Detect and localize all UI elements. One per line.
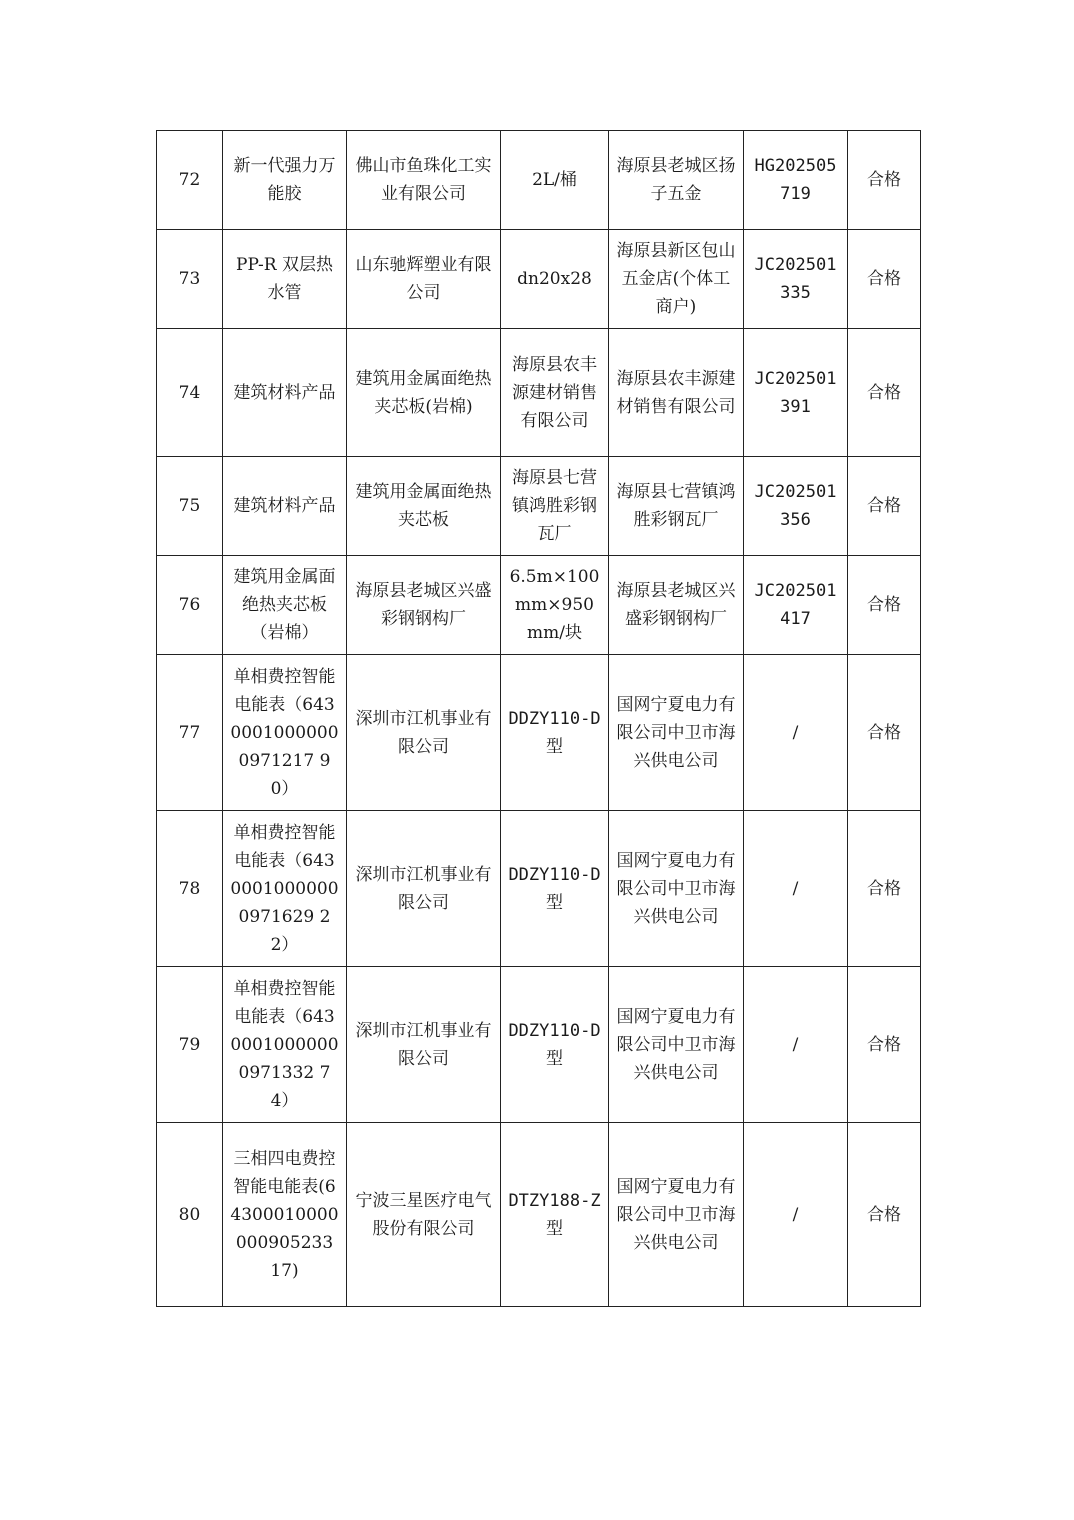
row-number: 78 xyxy=(157,811,223,967)
report-number: / xyxy=(744,811,848,967)
specification: DTZY188-Z型 xyxy=(501,1123,609,1307)
result: 合格 xyxy=(848,811,921,967)
specification: dn20x28 xyxy=(501,230,609,329)
report-number: JC202501335 xyxy=(744,230,848,329)
row-number: 75 xyxy=(157,457,223,556)
sampled-unit: 国网宁夏电力有限公司中卫市海兴供电公司 xyxy=(609,811,744,967)
table-row xyxy=(157,556,921,655)
product-name: 三相四电费控智能电能表(64300010000000905233 17) xyxy=(223,1123,347,1307)
result: 合格 xyxy=(848,329,921,457)
row-number: 76 xyxy=(157,556,223,655)
manufacturer: 建筑用金属面绝热夹芯板(岩棉) xyxy=(347,329,501,457)
result: 合格 xyxy=(848,967,921,1123)
report-number: HG202505719 xyxy=(744,131,848,230)
result: 合格 xyxy=(848,230,921,329)
inspection-results-table xyxy=(156,130,921,1307)
product-name: PP-R 双层热水管 xyxy=(223,230,347,329)
manufacturer: 宁波三星医疗电气股份有限公司 xyxy=(347,1123,501,1307)
table-row xyxy=(157,967,921,1123)
row-number: 73 xyxy=(157,230,223,329)
sampled-unit: 海原县老城区扬子五金 xyxy=(609,131,744,230)
sampled-unit: 海原县新区包山五金店(个体工商户) xyxy=(609,230,744,329)
manufacturer: 建筑用金属面绝热夹芯板 xyxy=(347,457,501,556)
manufacturer: 山东驰辉塑业有限公司 xyxy=(347,230,501,329)
manufacturer: 深圳市江机事业有限公司 xyxy=(347,811,501,967)
report-number: JC202501417 xyxy=(744,556,848,655)
specification: DDZY110-D型 xyxy=(501,655,609,811)
report-number: JC202501391 xyxy=(744,329,848,457)
row-number: 72 xyxy=(157,131,223,230)
result: 合格 xyxy=(848,457,921,556)
row-number: 80 xyxy=(157,1123,223,1307)
product-name: 单相费控智能电能表（64300010000000971332 74） xyxy=(223,967,347,1123)
sampled-unit: 国网宁夏电力有限公司中卫市海兴供电公司 xyxy=(609,967,744,1123)
specification: 海原县七营镇鸿胜彩钢瓦厂 xyxy=(501,457,609,556)
report-number: / xyxy=(744,967,848,1123)
result: 合格 xyxy=(848,655,921,811)
specification: DDZY110-D型 xyxy=(501,967,609,1123)
table-row xyxy=(157,131,921,230)
product-name: 建筑材料产品 xyxy=(223,329,347,457)
specification: 6.5m×100mm×950mm/块 xyxy=(501,556,609,655)
result: 合格 xyxy=(848,1123,921,1307)
manufacturer: 佛山市鱼珠化工实业有限公司 xyxy=(347,131,501,230)
manufacturer: 深圳市江机事业有限公司 xyxy=(347,967,501,1123)
manufacturer: 海原县老城区兴盛彩钢钢构厂 xyxy=(347,556,501,655)
result: 合格 xyxy=(848,131,921,230)
sampled-unit: 国网宁夏电力有限公司中卫市海兴供电公司 xyxy=(609,655,744,811)
table-row xyxy=(157,1123,921,1307)
product-name: 建筑材料产品 xyxy=(223,457,347,556)
row-number: 77 xyxy=(157,655,223,811)
result: 合格 xyxy=(848,556,921,655)
product-name: 新一代强力万能胶 xyxy=(223,131,347,230)
specification: 海原县农丰源建材销售有限公司 xyxy=(501,329,609,457)
table-row xyxy=(157,329,921,457)
specification: DDZY110-D型 xyxy=(501,811,609,967)
report-number: / xyxy=(744,1123,848,1307)
row-number: 79 xyxy=(157,967,223,1123)
report-number: JC202501356 xyxy=(744,457,848,556)
sampled-unit: 海原县农丰源建材销售有限公司 xyxy=(609,329,744,457)
table-row xyxy=(157,811,921,967)
product-name: 单相费控智能电能表（64300010000000971629 22） xyxy=(223,811,347,967)
specification: 2L/桶 xyxy=(501,131,609,230)
manufacturer: 深圳市江机事业有限公司 xyxy=(347,655,501,811)
sampled-unit: 海原县老城区兴盛彩钢钢构厂 xyxy=(609,556,744,655)
table-row xyxy=(157,457,921,556)
product-name: 建筑用金属面绝热夹芯板（岩棉） xyxy=(223,556,347,655)
report-number: / xyxy=(744,655,848,811)
product-name: 单相费控智能电能表（64300010000000971217 90） xyxy=(223,655,347,811)
table-row xyxy=(157,655,921,811)
row-number: 74 xyxy=(157,329,223,457)
table-row xyxy=(157,230,921,329)
sampled-unit: 国网宁夏电力有限公司中卫市海兴供电公司 xyxy=(609,1123,744,1307)
sampled-unit: 海原县七营镇鸿胜彩钢瓦厂 xyxy=(609,457,744,556)
